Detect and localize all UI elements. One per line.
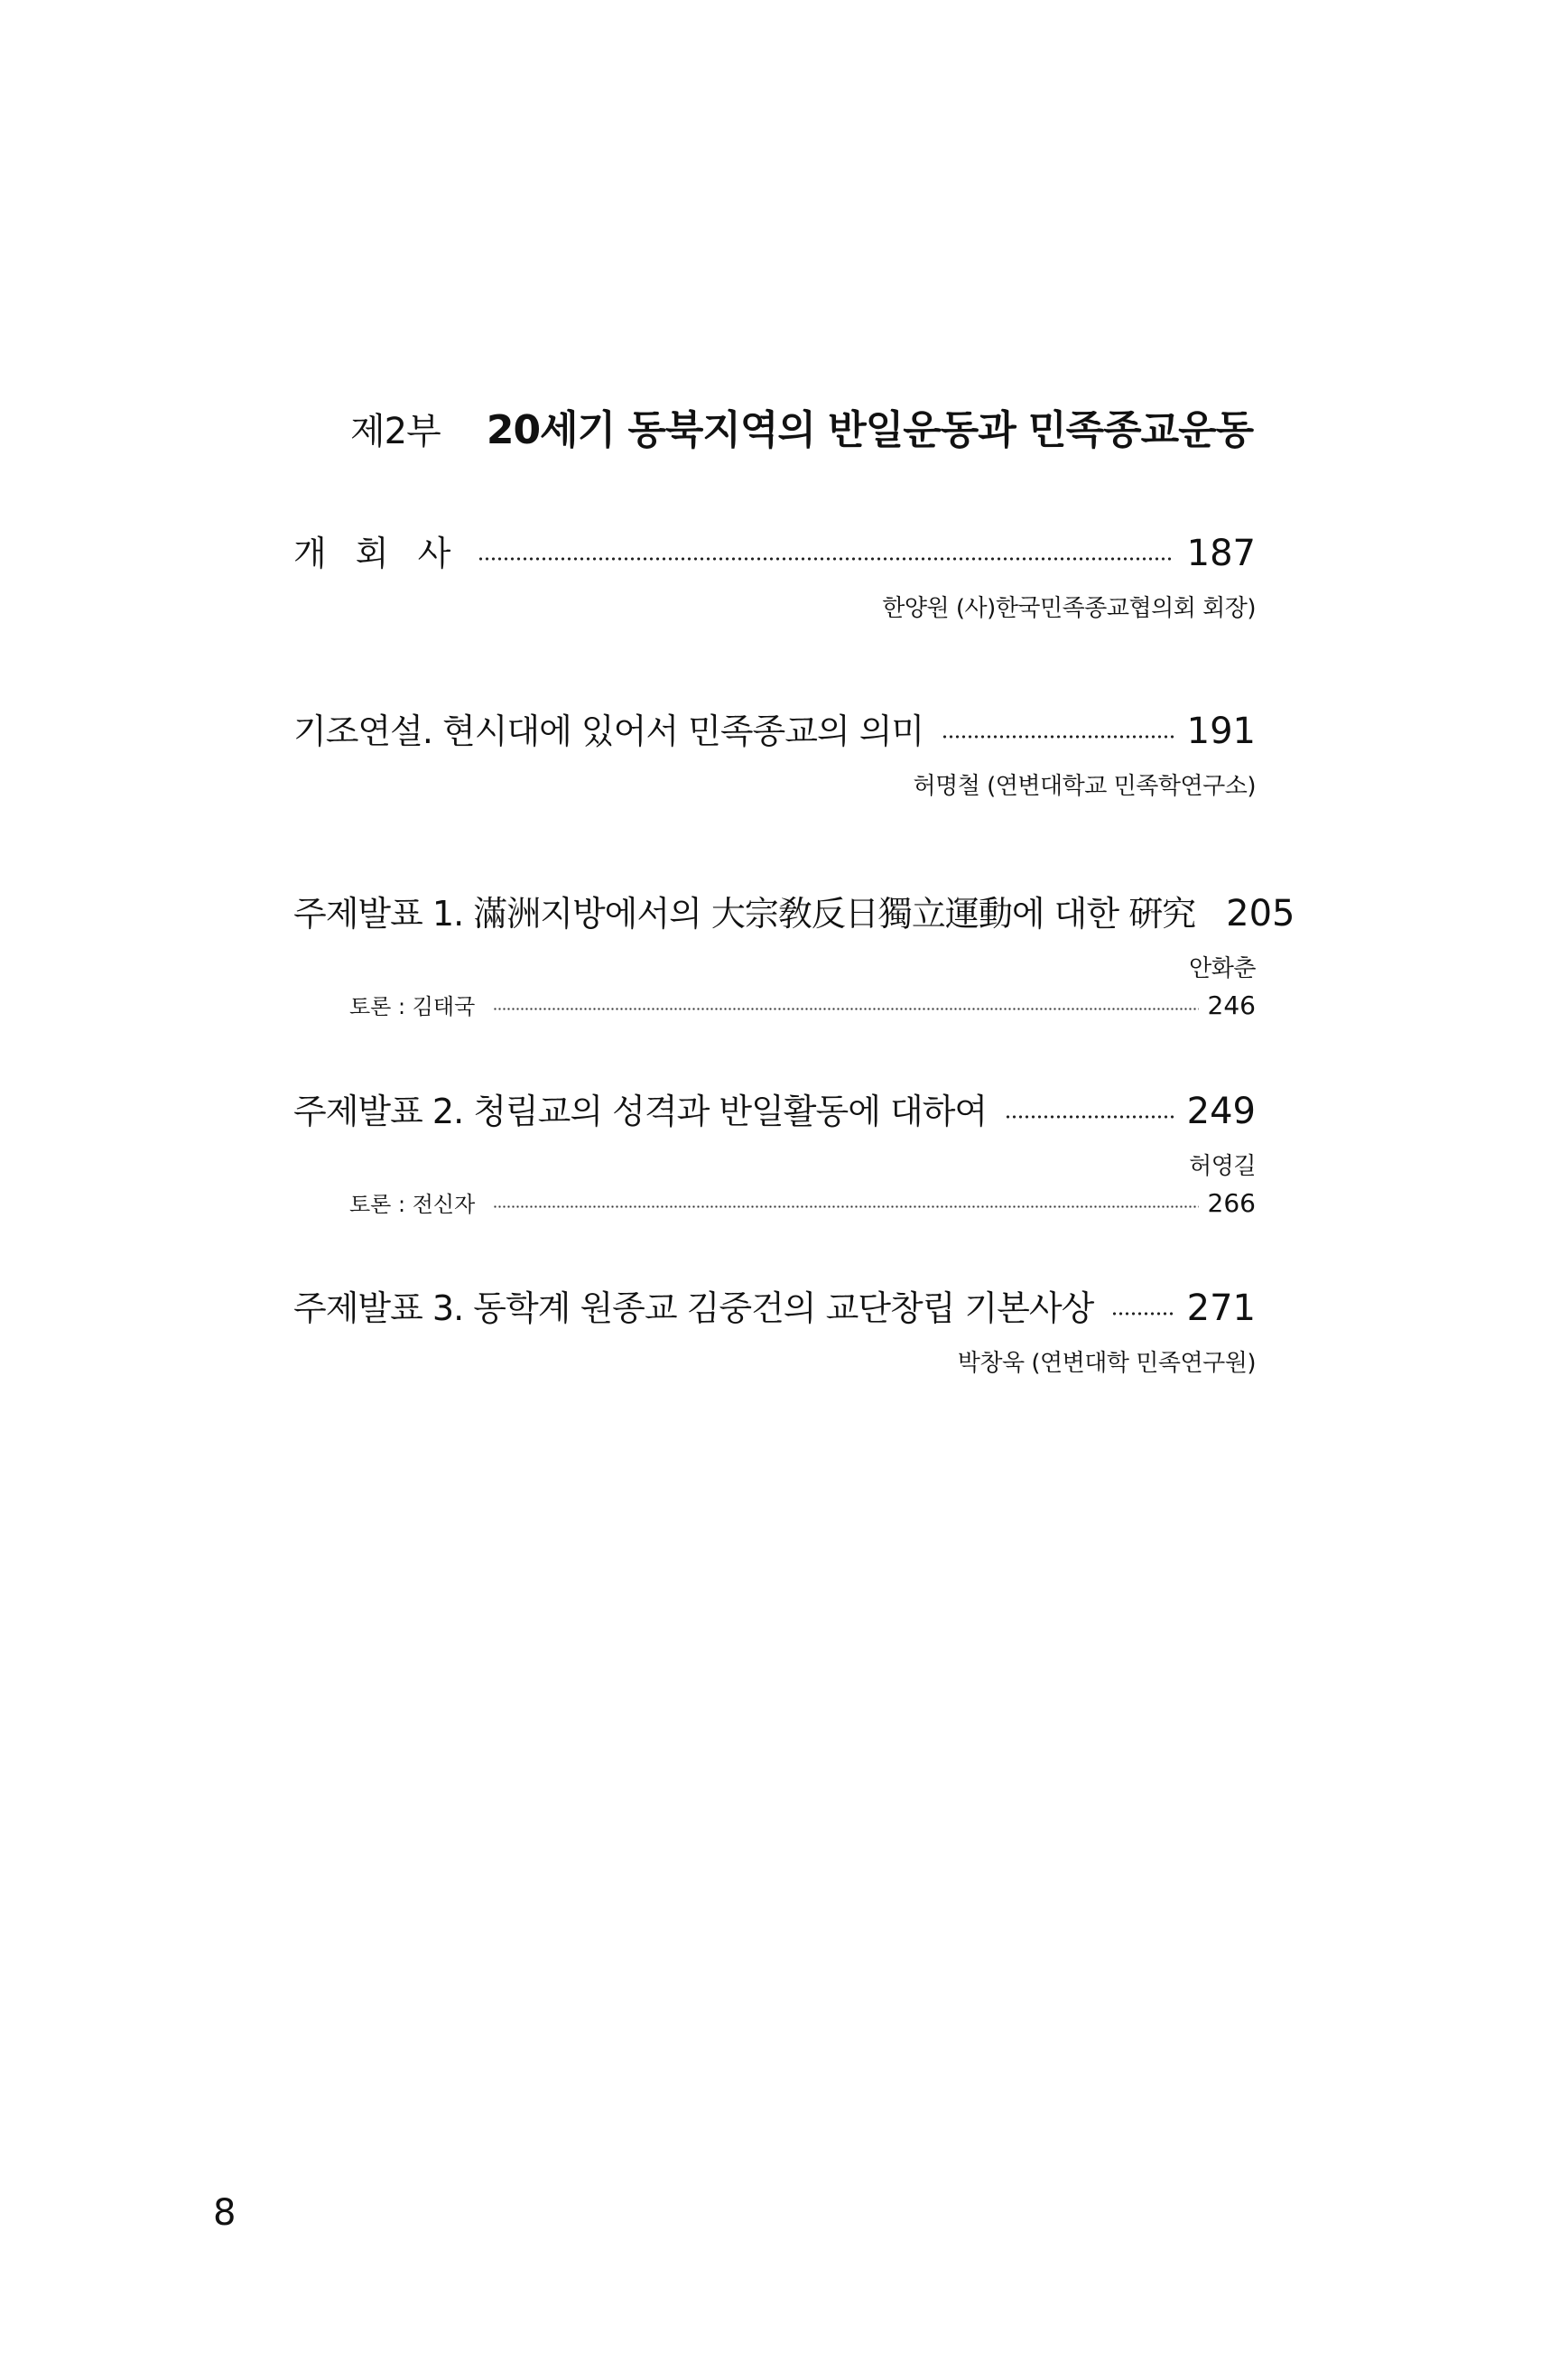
toc-entry-presentation-3 <box>293 1280 1256 1378</box>
toc-entry-row <box>293 703 1256 753</box>
page-number: 8 <box>213 2192 237 2234</box>
toc-entry-keynote <box>293 703 1256 801</box>
toc-entry-opening-address <box>293 525 1256 623</box>
toc-entry-page: 187 <box>1186 533 1256 574</box>
dot-leader <box>493 1008 1198 1010</box>
dot-leader <box>942 735 1174 739</box>
toc-entry-author: 안화춘 <box>1189 955 1256 982</box>
part-title: 20세기 동북지역의 반일운동과 민족종교운동 <box>486 407 1254 453</box>
toc-entry-title: 주제발표 3. 동학계 원종교 김중건의 교단창립 기본사상 <box>293 1288 1094 1328</box>
toc-entry-page: 191 <box>1186 711 1256 752</box>
toc-entry-title: 개 회 사 <box>293 534 460 573</box>
toc-entry-page: 271 <box>1186 1288 1256 1329</box>
toc-entry-author: 박창욱 (연변대학 민족연구원) <box>957 1350 1256 1377</box>
toc-discussion-label: 토론 : 김태국 <box>349 994 476 1019</box>
toc-discussion-label: 토론 : 전신자 <box>349 1192 476 1217</box>
toc-entry-row <box>293 525 1256 575</box>
dot-leader <box>1111 1312 1174 1316</box>
toc-entry-row <box>293 1280 1256 1330</box>
toc-entry-row <box>293 886 1295 935</box>
toc-entry-author: 허명철 (연변대학교 민족학연구소) <box>913 773 1256 800</box>
toc-entry-page: 249 <box>1186 1091 1256 1132</box>
toc-discussion-page: 246 <box>1207 990 1256 1020</box>
toc-entry-author: 한양원 (사)한국민족종교협의회 회장) <box>882 595 1256 622</box>
dot-leader <box>1005 1115 1174 1119</box>
part-label: 제2부 <box>350 411 441 452</box>
toc-entry-presentation-1 <box>293 886 1295 1020</box>
toc-entry-title: 기조연설. 현시대에 있어서 민족종교의 의미 <box>293 711 924 751</box>
toc-entry-title: 주제발표 2. 청림교의 성격과 반일활동에 대하여 <box>293 1092 988 1131</box>
toc-entry-page: 205 <box>1226 893 1295 934</box>
toc-discussion-page: 266 <box>1207 1188 1256 1218</box>
toc-discussion-row <box>293 989 1256 1020</box>
part-heading <box>350 397 1253 455</box>
dot-leader <box>478 557 1174 561</box>
toc-discussion-row <box>293 1186 1256 1218</box>
toc-entry-author: 허영길 <box>1189 1153 1256 1180</box>
dot-leader <box>493 1205 1198 1208</box>
toc-entry-presentation-2 <box>293 1083 1256 1218</box>
toc-entry-title: 주제발표 1. 滿洲지방에서의 大宗敎反日獨立運動에 대한 硏究 <box>293 894 1196 934</box>
toc-entry-row <box>293 1083 1256 1133</box>
